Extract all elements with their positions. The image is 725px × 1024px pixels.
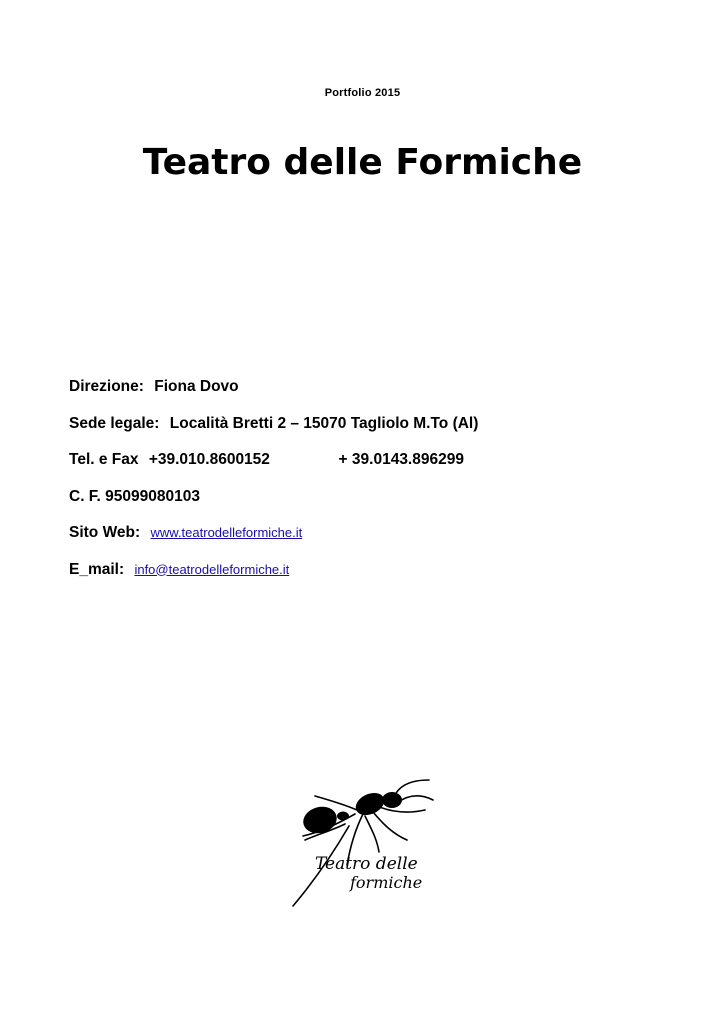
logo-text-line1: Teatro delle — [315, 854, 418, 874]
email-link[interactable]: info@teatrodelleformiche.it — [134, 561, 290, 577]
website-row — [69, 522, 689, 559]
phone-number-1: +39.010.8600152 — [148, 451, 270, 468]
tax-code: C. F. 95099080103 — [69, 487, 200, 505]
portfolio-year: Portfolio 2015 — [324, 87, 401, 99]
direction-row — [69, 376, 689, 413]
phone-row — [69, 449, 689, 486]
ant-logo — [285, 770, 435, 910]
direction-value: Fiona Dovo — [154, 378, 239, 395]
page-title: Teatro delle Formiche — [142, 142, 583, 183]
tax-code-row — [69, 486, 689, 523]
logo-text-line2: formiche — [350, 873, 423, 892]
address-label: Sede legale: — [69, 414, 160, 432]
website-label: Sito Web: — [69, 524, 141, 541]
address-row — [69, 413, 689, 450]
direction-label: Direzione: — [69, 378, 144, 395]
address-value: Località Bretti 2 – 15070 Tagliolo M.To (Al) — [169, 414, 479, 432]
phone-number-2: + 39.0143.896299 — [338, 451, 464, 468]
phone-label: Tel. e Fax — [69, 451, 139, 468]
email-label: E_mail: — [69, 560, 125, 578]
email-row — [69, 559, 689, 596]
website-link[interactable]: www.teatrodelleformiche.it — [150, 525, 303, 540]
contact-info — [69, 376, 689, 595]
